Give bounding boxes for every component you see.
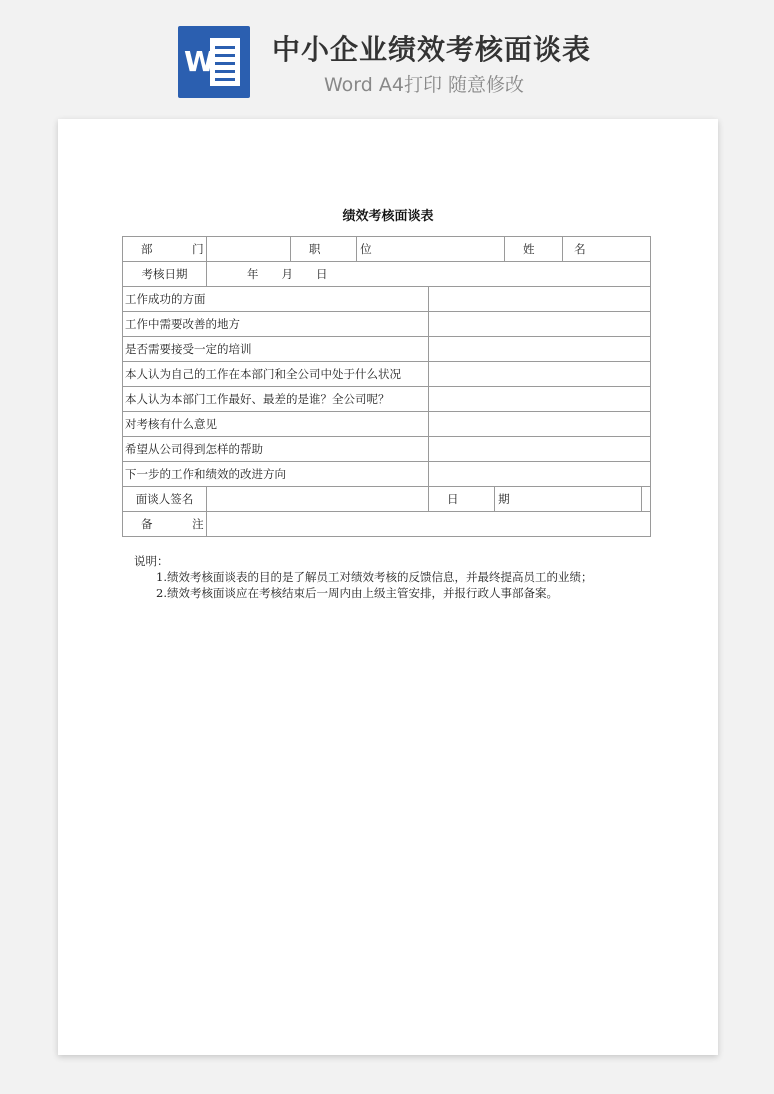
document-title: 绩效考核面谈表 — [342, 209, 434, 224]
page-title: 中小企业绩效考核面谈表 — [272, 33, 592, 66]
table-row — [123, 412, 651, 437]
table-row — [123, 312, 651, 337]
question-label: 是否需要接受一定的培训 — [123, 337, 429, 362]
sign-extra-cell — [642, 487, 651, 512]
table-row-remark — [123, 512, 651, 537]
answer-cell[interactable] — [429, 437, 651, 462]
table-row — [123, 437, 651, 462]
interview-form-table — [122, 236, 651, 537]
remark-label: 备 注 — [123, 512, 207, 537]
question-label: 本人认为自己的工作在本部门和全公司中处于什么状况 — [123, 362, 429, 387]
interviewer-signature-value[interactable] — [207, 487, 429, 512]
notes-heading: 说明： — [134, 554, 169, 568]
remark-value[interactable] — [207, 512, 651, 537]
answer-cell[interactable] — [429, 462, 651, 487]
table-row — [123, 337, 651, 362]
dept-label: 部 门 — [123, 237, 207, 262]
answer-cell[interactable] — [429, 287, 651, 312]
date-value[interactable]: 年 月 日 — [207, 262, 651, 287]
note-item: 1.绩效考核面谈表的目的是了解员工对绩效考核的反馈信息，并最终提高员工的业绩； — [156, 570, 593, 584]
note-item: 2.绩效考核面谈应在考核结束后一周内由上级主管安排，并报行政人事部备案。 — [156, 586, 558, 600]
question-label: 工作中需要改善的地方 — [123, 312, 429, 337]
table-row — [123, 287, 651, 312]
word-logo-icon — [178, 26, 250, 98]
answer-cell[interactable] — [429, 412, 651, 437]
answer-cell[interactable] — [429, 387, 651, 412]
question-label: 希望从公司得到怎样的帮助 — [123, 437, 429, 462]
table-row — [123, 387, 651, 412]
position-label: 职 位 — [291, 237, 357, 262]
table-row-signature — [123, 487, 651, 512]
name-label: 姓 名 — [505, 237, 563, 262]
page-header — [0, 0, 774, 110]
question-label: 对考核有什么意见 — [123, 412, 429, 437]
table-row-header-info — [123, 237, 651, 262]
sign-date-label: 日 期 — [429, 487, 495, 512]
answer-cell[interactable] — [429, 337, 651, 362]
notes-section — [134, 553, 674, 601]
table-row — [123, 362, 651, 387]
question-label: 下一步的工作和绩效的改进方向 — [123, 462, 429, 487]
answer-cell[interactable] — [429, 362, 651, 387]
table-row — [123, 462, 651, 487]
date-label: 考核日期 — [123, 262, 207, 287]
question-label: 工作成功的方面 — [123, 287, 429, 312]
question-label: 本人认为本部门工作最好、最差的是谁？全公司呢？ — [123, 387, 429, 412]
table-row-date — [123, 262, 651, 287]
answer-cell[interactable] — [429, 312, 651, 337]
page-subtitle: Word A4打印 随意修改 — [324, 74, 525, 96]
logo-letter: W — [184, 45, 215, 78]
interviewer-signature-label: 面谈人签名 — [123, 487, 207, 512]
document-page — [58, 119, 718, 1055]
